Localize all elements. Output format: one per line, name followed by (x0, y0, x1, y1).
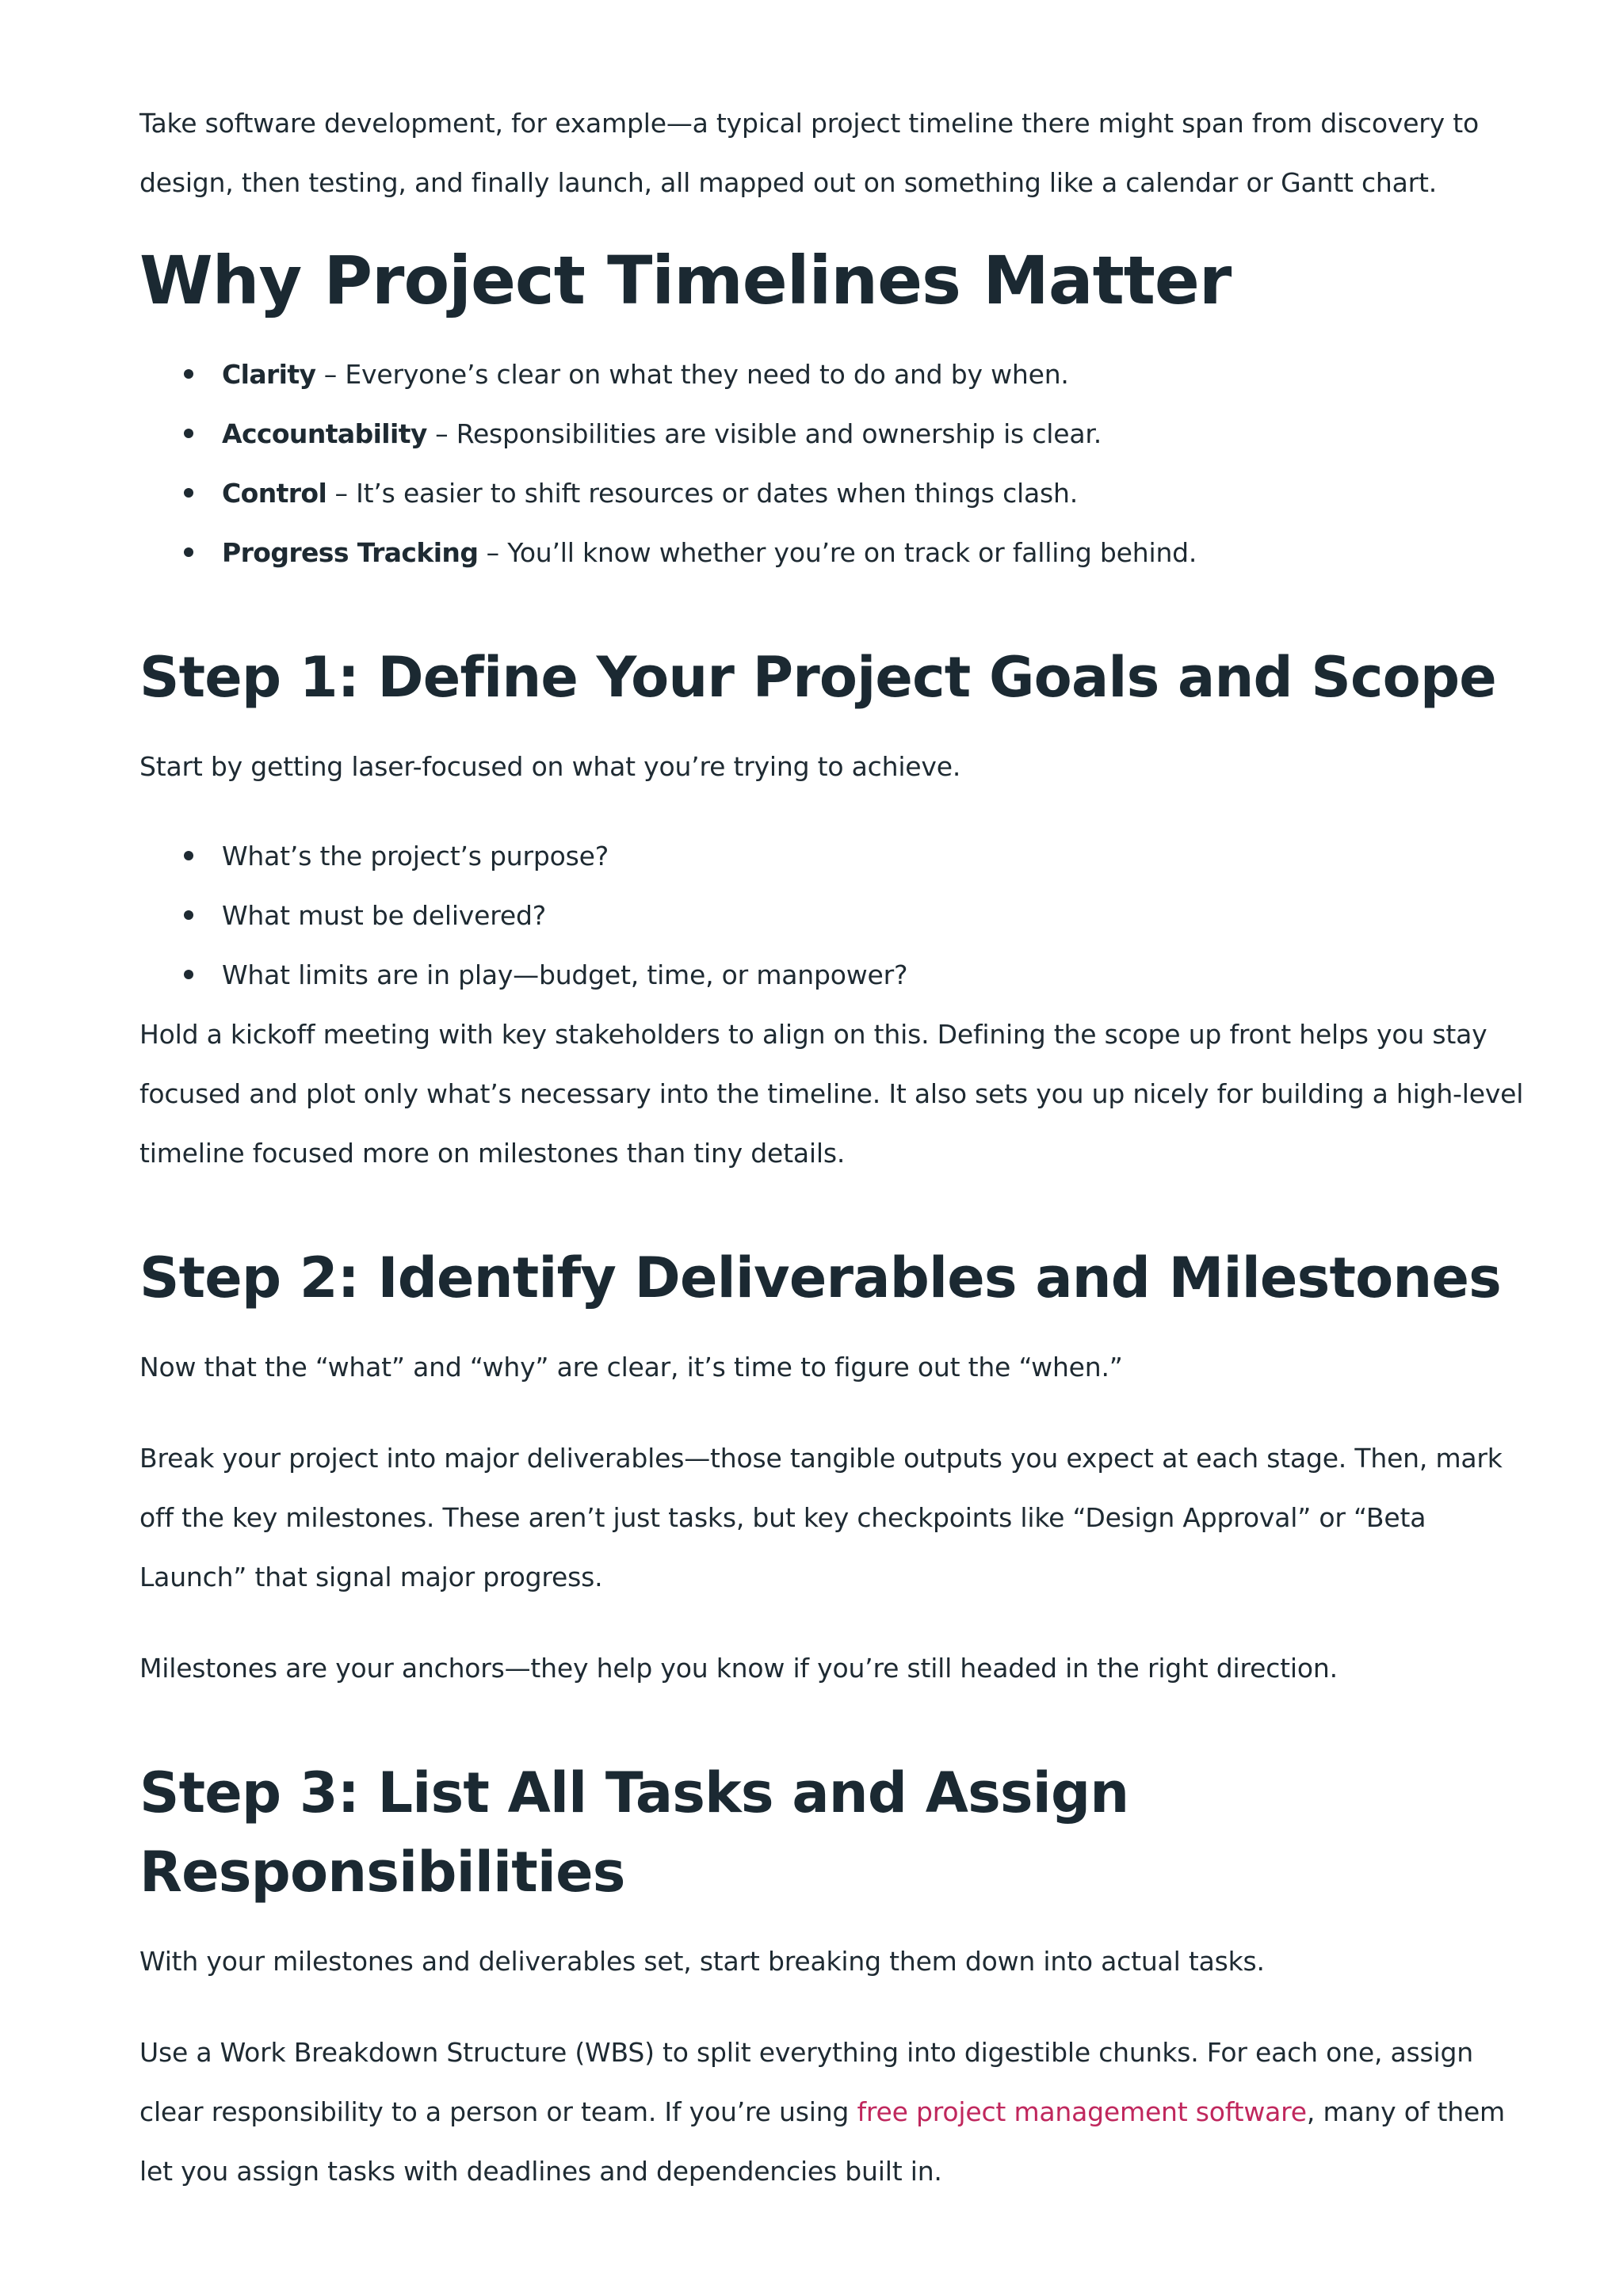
step3-paragraph-2-text-after: , many of them let you assign tasks with deadlines and dependencies built in. (139, 2096, 1506, 2187)
list-item-term: Accountability (222, 418, 427, 449)
step1-body: Hold a kickoff meeting with key stakeholders to align on this. Defining the scope up front helps you stay focused and plot only what’s necessary into the timeline. It also sets you up nicely for building a high-level timeline focused more on milestones than tiny details. (139, 1019, 1524, 1169)
step3-paragraph-1: With your milestones and deliverables set, start breaking them down into actual tasks. (139, 1946, 1265, 1977)
bullet-icon (184, 910, 193, 920)
list-item-text: – You’ll know whether you’re on track or falling behind. (478, 537, 1197, 568)
step2-paragraph-2: Break your project into major deliverables—those tangible outputs you expect at each stage. Then, mark off the key milestones. These aren’t just tasks, but key checkpoints like “Design Approval” or “Beta Launch” that signal major progress. (139, 1443, 1503, 1592)
benefits-list (139, 345, 1526, 582)
list-item-text: What’s the project’s purpose? (222, 841, 609, 871)
step3-paragraph-2-text-before: Use a Work Breakdown Structure (WBS) to split everything into digestible chunks. For each one, assign clear responsibility to a person or team. If you’re using (139, 2037, 1473, 2127)
section-heading-step3: Step 3: List All Tasks and Assign Responsibilities (139, 1760, 1129, 1905)
section-heading-step1: Step 1: Define Your Project Goals and Scope (139, 645, 1496, 710)
article-body (139, 93, 1526, 2201)
list-item-text: What must be delivered? (222, 900, 547, 931)
project-management-software-link[interactable]: free project management software (857, 2096, 1307, 2127)
list-item (139, 463, 1526, 523)
bullet-icon (184, 851, 193, 860)
step2-paragraph-1: Now that the “what” and “why” are clear, it’s time to figure out the “when.” (139, 1352, 1123, 1383)
list-item-text: – Responsibilities are visible and ownership is clear. (426, 418, 1102, 449)
bullet-icon (184, 547, 193, 557)
step2-paragraph-3: Milestones are your anchors—they help you know if you’re still headed in the right direction. (139, 1653, 1338, 1684)
list-item (139, 826, 1526, 886)
list-item-term: Clarity (222, 359, 316, 390)
list-item (139, 345, 1526, 404)
bullet-icon (184, 488, 193, 498)
bullet-icon (184, 369, 193, 379)
bullet-icon (184, 970, 193, 979)
list-item-text: What limits are in play—budget, time, or manpower? (222, 959, 908, 990)
step1-lead: Start by getting laser-focused on what you’re trying to achieve. (139, 751, 961, 782)
list-item (139, 886, 1526, 945)
section-heading-step2: Step 2: Identify Deliverables and Milestones (139, 1245, 1501, 1310)
list-item (139, 945, 1526, 1005)
list-item-text: – It’s easier to shift resources or dates when things clash. (327, 478, 1079, 509)
bullet-icon (184, 429, 193, 438)
section-heading-why: Why Project Timelines Matter (139, 242, 1232, 319)
list-item (139, 523, 1526, 582)
list-item (139, 404, 1526, 463)
list-item-term: Control (222, 478, 327, 509)
list-item-text: – Everyone’s clear on what they need to do and by when. (315, 359, 1069, 390)
scope-questions-list (139, 826, 1526, 1005)
step3-paragraph-2 (139, 2023, 1526, 2201)
list-item-term: Progress Tracking (222, 537, 479, 568)
intro-paragraph: Take software development, for example—a typical project timeline there might span from discovery to design, then testing, and finally launch, all mapped out on something like a calendar or Gantt chart. (139, 108, 1480, 198)
